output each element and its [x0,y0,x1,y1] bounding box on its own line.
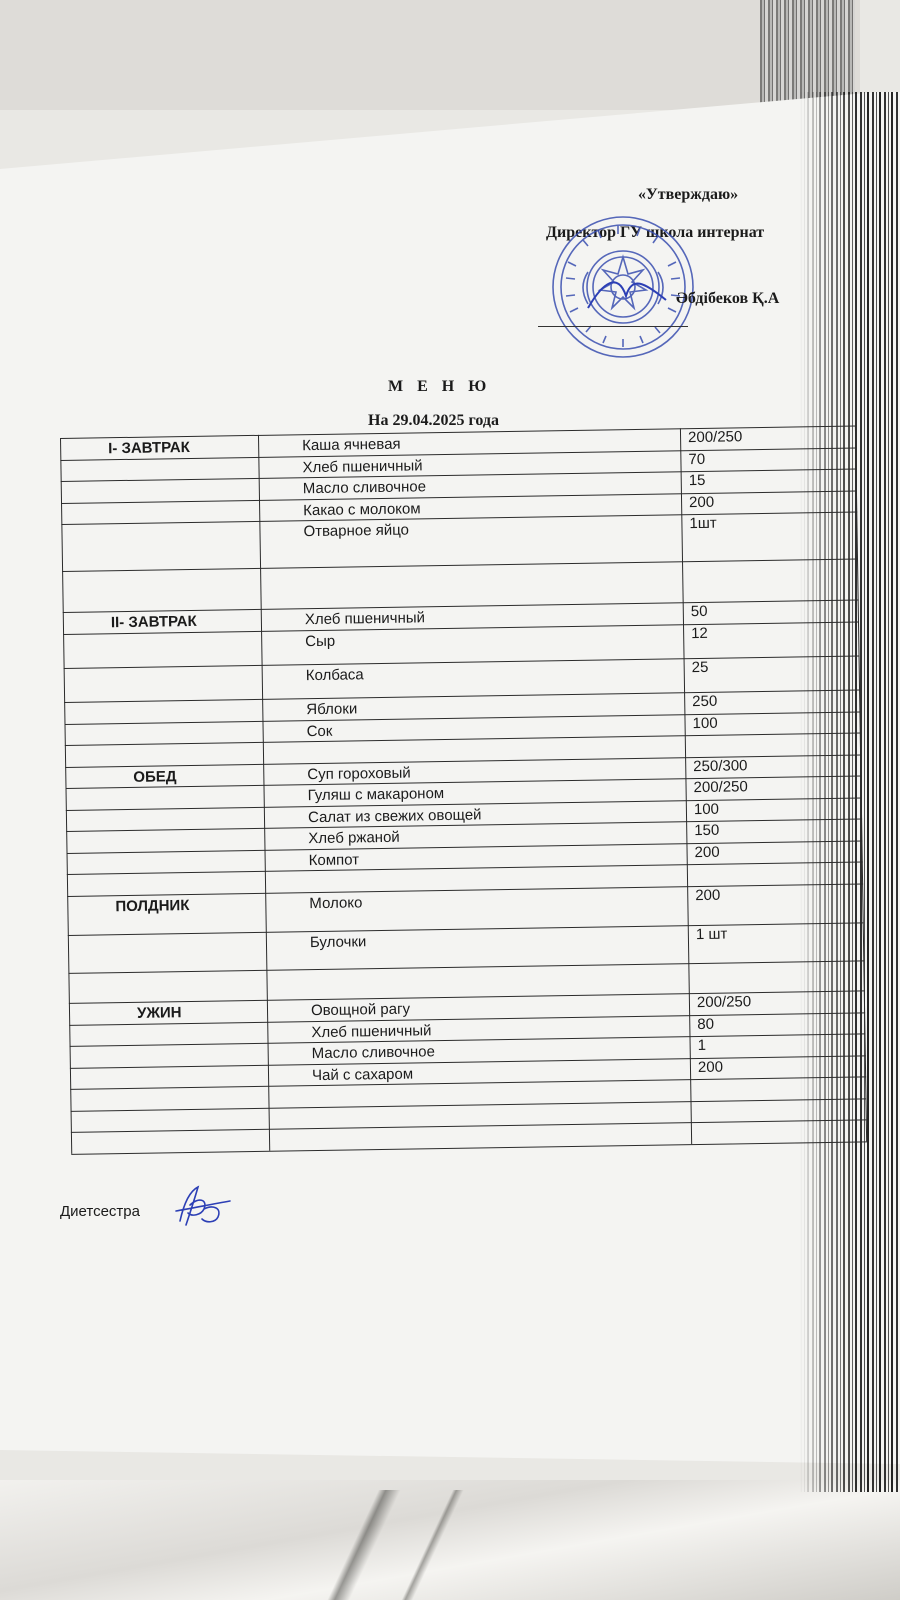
table-row-line [68,922,864,936]
meal-section-label: II- ЗАВТРАК [110,613,197,632]
menu-date: На 29.04.2025 года [368,412,499,429]
dietitian-signature-icon [168,1183,238,1229]
portion-size: 150 [694,822,720,840]
portion-size: 50 [690,602,708,621]
table-row-line [71,1098,867,1112]
table-row-line [69,1012,865,1026]
table-row-line [62,559,858,573]
director-signature-line [538,326,688,327]
dish-name: Молоко [309,894,363,913]
director-name: Әбдібеков Қ.А [676,290,780,307]
approval-heading: «Утверждаю» [638,186,739,203]
approval-position: Директор ГУ школа интернат [546,224,765,241]
dish-name: Хлеб пшеничный [304,609,426,629]
table-row-line [64,690,860,704]
portion-size: 1 шт [695,925,728,943]
page-title: М Е Н Ю [388,378,492,395]
dish-name: Какао с молоком [303,499,421,519]
table-row-line [63,600,859,614]
marble-vein [230,1490,550,1600]
official-seal-icon [548,212,698,362]
dish-name: Гуляш с макароном [307,785,445,805]
table-row-line [61,511,857,525]
dish-name: Сыр [305,632,336,650]
table-row-line [70,1055,866,1069]
portion-size: 200 [695,886,721,905]
portion-size: 12 [691,624,708,642]
table-row-line [64,656,860,670]
dish-name: Масло сливочное [311,1043,435,1063]
portion-size: 25 [691,658,709,677]
portion-size: 250 [692,693,718,711]
meal-section-label: I- ЗАВТРАК [108,438,190,458]
dietitian-label: Диетсестра [60,1203,140,1220]
table-row-line [64,711,860,725]
dish-name: Сок [306,722,333,741]
table-row-line [61,468,857,482]
menu-table [60,425,867,1153]
table-row-line [71,1120,867,1134]
dish-name: Отварное яйцо [303,521,410,541]
portion-size: 200/250 [687,428,743,447]
dish-name: Чай с сахаром [311,1065,414,1085]
dish-name: Салат из свежих овощей [307,806,482,827]
dish-name: Колбаса [305,666,364,685]
dish-name: Хлеб пшеничный [311,1022,432,1042]
portion-size: 250/300 [693,757,748,776]
portion-size: 200/250 [696,993,752,1012]
table-row-line [67,862,863,876]
portion-size: 15 [688,471,706,490]
meal-section-label: ПОЛДНИК [115,896,190,916]
dish-name: Суп гороховый [307,764,411,784]
portion-size: 200/250 [693,778,748,797]
dish-name: Компот [308,851,360,870]
portion-size: 80 [697,1015,715,1033]
portion-size: 200 [694,843,720,862]
portion-size: 100 [693,800,720,819]
portion-size: 200 [697,1058,724,1076]
portion-size: 100 [692,714,718,733]
portion-size: 1 [697,1037,707,1055]
meal-section-label: УЖИН [136,1004,182,1023]
table-row-line [65,733,861,747]
dish-name: Яблоки [306,700,358,719]
portion-size: 1шт [689,514,717,533]
portion-size: 70 [688,450,706,468]
dish-name: Овощной рагу [310,1001,411,1020]
underlying-sheet [0,0,860,110]
dish-name: Хлеб пшеничный [302,456,423,476]
table-row-line [67,840,863,854]
meal-section-label: ОБЕД [133,768,177,786]
dish-name: Булочки [309,932,367,951]
table-row-line [68,961,864,975]
dish-name: Каша ячневая [302,435,401,455]
dish-name: Хлеб ржаной [308,829,400,848]
table-row-line [67,883,863,897]
table-row-line [61,490,857,504]
portion-size: 200 [688,493,715,511]
dish-name: Масло сливочное [302,478,427,498]
table-row-line [70,1034,866,1048]
table-row-line [70,1077,866,1091]
